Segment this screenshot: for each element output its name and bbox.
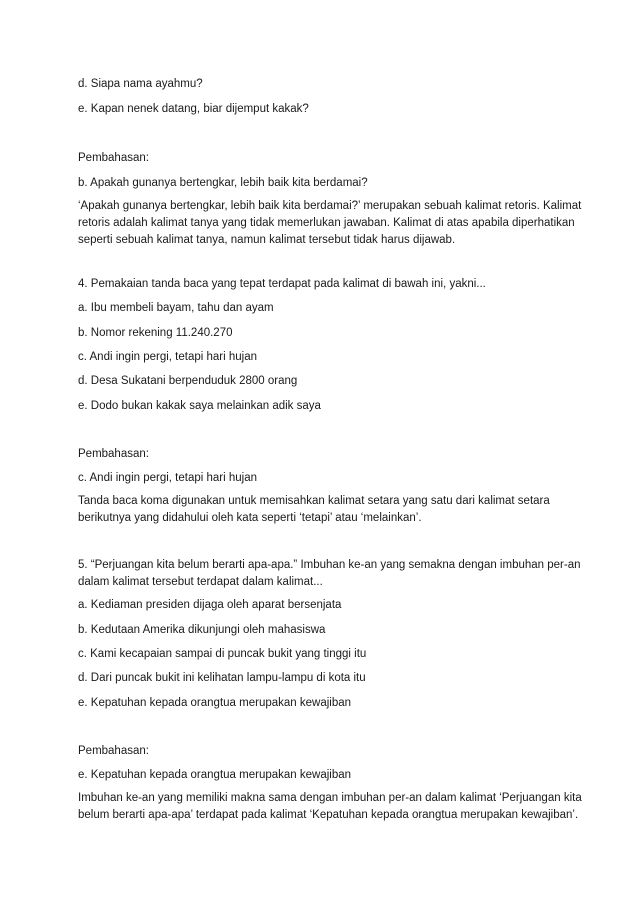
q4-option-c: c. Andi ingin pergi, tetapi hari hujan [78,351,258,363]
q4-answer: c. Andi ingin pergi, tetapi hari hujan [78,472,258,484]
q3-option-d: d. Siapa nama ayahmu? [78,78,203,90]
q5-question: 5. “Perjuangan kita belum berarti apa-apa.” Imbuhan ke-an yang semakna dengan imbuhan per-an dalam kalimat tersebut terdapat dalam kalimat... [78,559,581,588]
q4-explanation: Tanda baca koma digunakan untuk memisahkan kalimat setara yang satu dari kalimat setara berikutnya yang didahului oleh kata seperti ‘tetapi’ atau ‘melainkan’. [78,495,550,524]
q5-option-e: e. Kepatuhan kepada orangtua merupakan kewajiban [78,697,352,709]
q3-option-e: e. Kapan nenek datang, biar dijemput kakak? [78,103,309,115]
q5-option-d: d. Dari puncak bukit ini kelihatan lampu-lampu di kota itu [78,672,366,684]
q4-question: 4. Pemakaian tanda baca yang tepat terdapat pada kalimat di bawah ini, yakni... [78,278,486,290]
q5-explanation: Imbuhan ke-an yang memiliki makna sama dengan imbuhan per-an dalam kalimat ‘Perjuangan kita belum berarti apa-apa’ terdapat pada kalimat ‘Kepatuhan kepada orangtua merupakan kewajiban’. [78,792,582,821]
q3-discussion-heading: Pembahasan: [78,152,149,164]
q3-answer: b. Apakah gunanya bertengkar, lebih baik kita berdamai? [78,177,368,189]
q4-option-b: b. Nomor rekening 11.240.270 [78,327,233,339]
q5-option-a: a. Kediaman presiden dijaga oleh aparat bersenjata [78,599,342,611]
q5-answer: e. Kepatuhan kepada orangtua merupakan kewajiban [78,769,352,781]
q3-explanation: ‘Apakah gunanya bertengkar, lebih baik kita berdamai?’ merupakan sebuah kalimat retoris. Kalimat retoris adalah kalimat tanya yang tidak memerlukan jawaban. Kalimat di atas apabila diperhatikan seperti sebuah kalimat tanya, namun kalimat tersebut tidak harus dijawab. [78,200,582,246]
q4-option-a: a. Ibu membeli bayam, tahu dan ayam [78,302,274,314]
q5-option-b: b. Kedutaan Amerika dikunjungi oleh mahasiswa [78,624,326,636]
q4-discussion-heading: Pembahasan: [78,448,149,460]
q4-option-e: e. Dodo bukan kakak saya melainkan adik saya [78,400,321,412]
q4-option-d: d. Desa Sukatani berpenduduk 2800 orang [78,375,298,387]
q5-discussion-heading: Pembahasan: [78,745,149,757]
q5-option-c: c. Kami kecapaian sampai di puncak bukit yang tinggi itu [78,648,367,660]
